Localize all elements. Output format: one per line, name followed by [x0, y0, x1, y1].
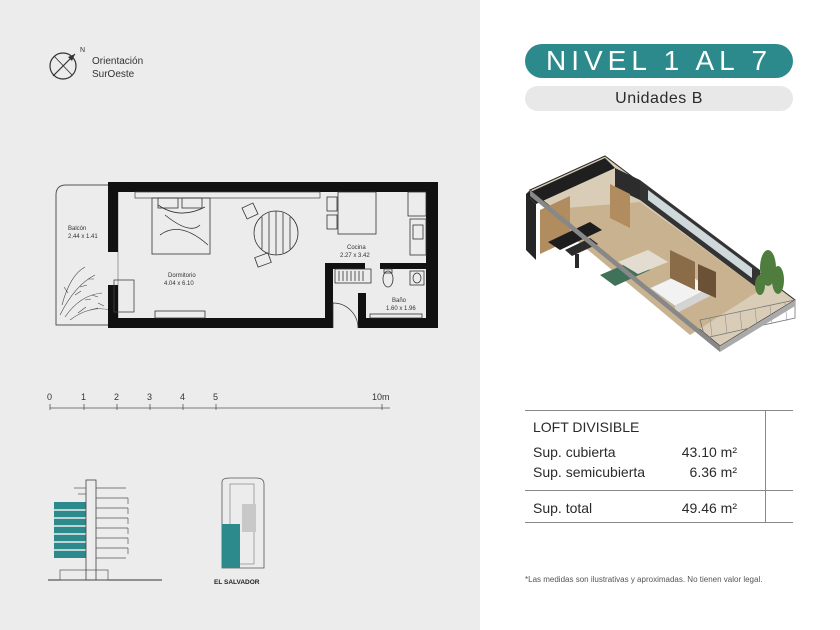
room-size-bathroom: 1.60 x 1.96 — [386, 306, 416, 312]
orientation-title: Orientación — [92, 56, 144, 67]
room-name-bathroom: Baño — [392, 298, 407, 304]
room-name-kitchen: Cocina — [347, 245, 366, 251]
unit-3d-render — [520, 150, 800, 365]
dining-table — [242, 203, 298, 267]
table-top-rule — [525, 410, 793, 411]
scale-bar — [40, 388, 400, 414]
street-label: EL SALVADOR — [214, 579, 260, 586]
table-bottom-rule — [525, 522, 793, 523]
table-right-rule — [765, 410, 766, 523]
door-swing — [333, 303, 358, 328]
row-value-covered: 43.10 m² — [681, 444, 737, 460]
scale-tick-0: 0 — [47, 392, 53, 402]
room-size-balcony: 2.44 x 1.41 — [68, 234, 98, 240]
north-letter — [80, 44, 90, 54]
kitchen-counter — [327, 192, 426, 255]
scale-tick-10: 10m — [372, 392, 390, 402]
building-elevation — [48, 480, 162, 580]
bed — [152, 198, 210, 254]
scale-tick-2: 2 — [114, 392, 120, 402]
scale-tick-4: 4 — [180, 392, 186, 402]
unit-subtitle: Unidades B — [525, 86, 793, 111]
floor-plan — [40, 175, 440, 355]
room-name-balcony: Balcón — [68, 226, 87, 232]
total-value: 49.46 m² — [681, 500, 737, 516]
scale-tick-5: 5 — [213, 392, 219, 402]
plant-icon — [60, 267, 110, 320]
room-size-kitchen: 2.27 x 3.42 — [340, 253, 370, 259]
room-size-bedroom: 4.04 x 6.10 — [164, 281, 194, 287]
row-label-covered: Sup. cubierta — [533, 444, 616, 460]
level-title: NIVEL 1 AL 7 — [525, 44, 793, 78]
legal-footnote: *Las medidas son ilustrativas y aproximadas. No tienen valor legal. — [525, 575, 763, 584]
row-value-semicovered: 6.36 m² — [689, 464, 737, 480]
surface-table — [525, 410, 793, 523]
scale-tick-3: 3 — [147, 392, 153, 402]
table-heading: LOFT DIVISIBLE — [533, 419, 640, 435]
building-diagram — [40, 474, 340, 594]
scale-tick-1: 1 — [81, 392, 87, 402]
room-name-bedroom: Dormitorio — [168, 273, 196, 279]
orientation-value: SurOeste — [92, 69, 135, 80]
row-label-semicovered: Sup. semicubierta — [533, 464, 646, 480]
total-label: Sup. total — [533, 500, 593, 516]
site-plan — [214, 478, 264, 586]
orientation-label — [92, 55, 143, 81]
north-text: N — [80, 47, 86, 54]
compass-icon — [48, 48, 82, 82]
table-total-rule — [525, 490, 793, 491]
